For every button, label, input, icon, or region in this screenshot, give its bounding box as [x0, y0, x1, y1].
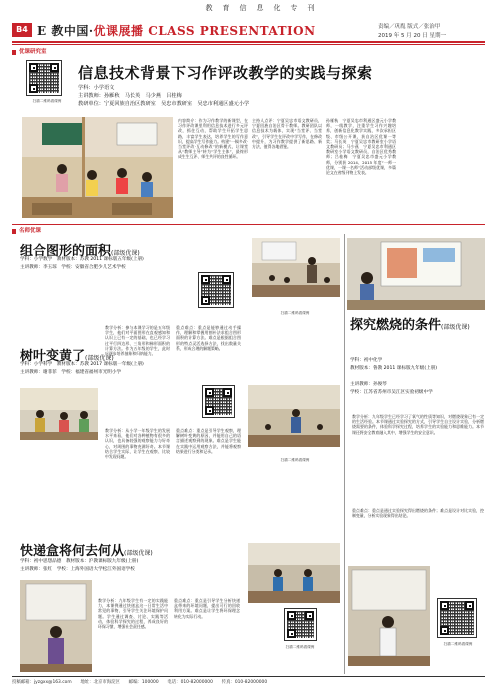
qr-caption: 扫描二维码看课例: [32, 99, 62, 103]
section-divider: [12, 224, 485, 225]
article-school: 教研单位：宁夏回族自治区教研室 吴忠市教研室 吴忠市利通区盛元小学: [78, 101, 250, 107]
masthead-title: [37, 22, 316, 39]
editor-info: 责编／巩胤 版式／张治甲: [378, 24, 441, 30]
award-tag: (部级优课): [441, 324, 470, 331]
classroom-photo: [348, 566, 430, 666]
article-school: 学校：江苏省苏州市吴江区实验初级中学: [350, 390, 433, 395]
classroom-photo: [20, 388, 98, 440]
qr-code[interactable]: [202, 385, 235, 418]
qr-code[interactable]: [26, 60, 62, 96]
masthead-title-red: 优课展播 CLASS PRESENTATION: [93, 24, 316, 38]
classroom-photo: [248, 543, 340, 603]
award-tag: (部级优课): [111, 250, 140, 257]
article-title-text: 组合图形的面积: [20, 244, 112, 259]
masthead-nav: 教育信息化专刊: [205, 4, 325, 12]
issue-date: 2019 年 5 月 20 日 星期一: [378, 33, 446, 39]
qr-caption: 扫描二维码看课例: [280, 311, 310, 315]
article-title-text: 树叶变黄了: [20, 349, 86, 364]
classroom-photo: [22, 117, 173, 218]
article-title: 信息技术背景下习作评改教学的实践与探索: [78, 64, 373, 82]
article-column-2: 重点难点：重点是引导学生观察，理解树叶变黄的原因，并能用自己的语言描述观察到的现象。难点是学生能在实践中运用观察方法，并能将观察结果进行分类和记录。: [176, 428, 241, 454]
footer-info: 投稿邮箱：jyzgxx@163.com 地址：北京市海淀区 邮编：100000 电话：010-82000000 传真：010-82000000: [12, 680, 268, 685]
article-subject: 学科：小学科学 教材版本：苏教 2017 课标版一年级(上册): [20, 362, 144, 367]
article-column-1: 教学分析：从小学一年级学生的发展水平来看，他们对各种植物有很多的认识，也具备较强的观察能力与好奇心，对周围的事物充满好奇。本节课结合学生实际，让学生在观察、比较中发现问题。: [105, 428, 170, 460]
article-textbook: 教材版本：鲁教 2011 课标版九年级(上册): [350, 366, 438, 371]
section-header-research: 优课研究室: [12, 49, 47, 56]
masthead-rule-thin: [12, 44, 485, 45]
article-column-2: 重点难点：重点是能够通过动手操作，理解和掌握用割补法求组合图形面积的计算方法。难点是根据组合图形的特点灵活选择方法，找出数量关系，形成合理的解题策略。: [176, 325, 241, 351]
award-tag: (部级优课): [85, 355, 114, 362]
column-divider: [344, 234, 345, 674]
article-column-4: [400, 118, 486, 214]
article-column-2: 主持人点评：宁夏吴忠市语文教研员，宁夏回族自治区骨干教师。教研团队以信息技术为载体，实现“当堂评、当堂改”，引导学生在评改中学写作，在修改中提升，为习作教学提供了新思路、新方法，值得各地借鉴。: [252, 118, 322, 150]
award-tag: (部级优课): [124, 550, 153, 557]
article-subject: 学科：小学数学 教材版本：苏教 2011 课标版五年级(上册): [20, 257, 144, 262]
article-teacher: 主讲教师：张红 学校：上海外国语大学松江外国语学校: [20, 567, 135, 572]
article-title-text: 快递盒将何去何从: [20, 544, 125, 559]
masthead-rule: [12, 41, 485, 43]
page-number: B4: [12, 23, 32, 37]
article-teachers: 主讲教师：孙雁秋 马长英 马少燕 吕桂梅: [78, 93, 182, 99]
article-column-2: 重点难点：重点是通过实验探究得出燃烧的条件；难点是设计对比实验，控制变量，分析实验现象得出结论。: [352, 508, 484, 519]
classroom-photo: [252, 238, 340, 297]
article-teacher: 主讲教师：李玉琼 学校：安徽省合肥少儿艺术学校: [20, 265, 126, 270]
article-title-text: 探究燃烧的条件: [350, 318, 442, 333]
article-column-1: 教学分析：参与本课学习的是五年级学生，他们对平面图形在直观感知和认识上已有一定的基础，也已经学习过平行四边形、三角形和梯形面积的计算方法。作为五年级的学生，此时应逐步培养抽象和归纳能力。: [105, 325, 170, 357]
classroom-photo: [20, 580, 92, 672]
article-teacher: 主讲教师：孙俊琴: [350, 382, 387, 387]
article-title: [350, 318, 485, 336]
article-teacher: 主讲教师：谢菲菲 学校：福建省福州市光明小学: [20, 370, 122, 375]
article-title: [20, 540, 153, 559]
article-column-1: 教学分析：九年级学生已经学习了氧气的性质等知识，对燃烧现象已有一定的生活经验。本节课通过实验探究的方式，引导学生自主设计实验，分析燃烧需要的条件，体验科学探究过程，培养学生的实验能力和思维能力。本节课还将安全教育融入其中，增强学生的安全意识。: [352, 414, 484, 435]
article-column-3: 孙雁秋 宁夏吴忠市利通区盛元小学教师，一线教学，注重学生习作兴趣培养，创新信息化教学实践，多次承担区级、市级公开课，获自治区优课一等奖；马长英 宁夏吴忠市教研室小学语文教研员；马少燕 宁夏吴忠市利通区教研室小学语文教研员，自治区优秀教师；吕桂梅 宁夏吴忠市盛元小学教师，分别获 2014、2015 年度“一师一优课，一课一名师”活动部级优课，多篇论文在省级刊物上发表。: [326, 118, 396, 176]
footer-rule: [12, 676, 485, 677]
qr-code[interactable]: [437, 598, 477, 638]
article-subject: 学科：初中思想品德 教材版本：沪教课标版九年级(上册): [20, 559, 139, 564]
qr-caption: 扫描二维码看课例: [280, 458, 310, 462]
classroom-photo: [347, 238, 485, 310]
article-column-2: 重点难点：重点是引导学生分析快递盒带来的环境问题，提出可行的回收利用方案。难点是让学生将环保理念转化为实际行动。: [174, 598, 240, 619]
masthead-title-prefix: E 教中国·: [37, 24, 94, 38]
classroom-photo: [248, 385, 340, 447]
article-subject: 学科：小学语文: [78, 85, 115, 91]
qr-code[interactable]: [284, 608, 317, 641]
qr-code[interactable]: [198, 272, 234, 308]
qr-caption: 扫描二维码看课例: [443, 642, 473, 646]
section-header-teachers: 名师优课: [12, 228, 41, 235]
article-column-1: 内容简介：作为习作教学的新课型，在习作评改课里利用信息技术进行多元评改，抓住互动，帮助学生开拓学生思路，丰富学生表达，培养学生的写作意识，提高学生写作能力。构建“一稿多改·当堂评改·互动修改”的新模式，让课堂从“教师主导”转为“学生主体”，最终形成生生互评、师生共评的良性循环。: [178, 118, 248, 160]
article-subject: 学科：初中化学: [350, 358, 383, 363]
qr-caption: 扫描二维码看课例: [285, 645, 315, 649]
article-column-1: 教学分析：九年级学生有一定的实践能力，本课例通过快递盒这一日常生活中常见的事物，引导学生关注环境保护问题。学生通过调查、讨论、实践等活动，体验科学探究的过程，养成良好的环保习惯，增强社会责任感。: [98, 598, 168, 630]
